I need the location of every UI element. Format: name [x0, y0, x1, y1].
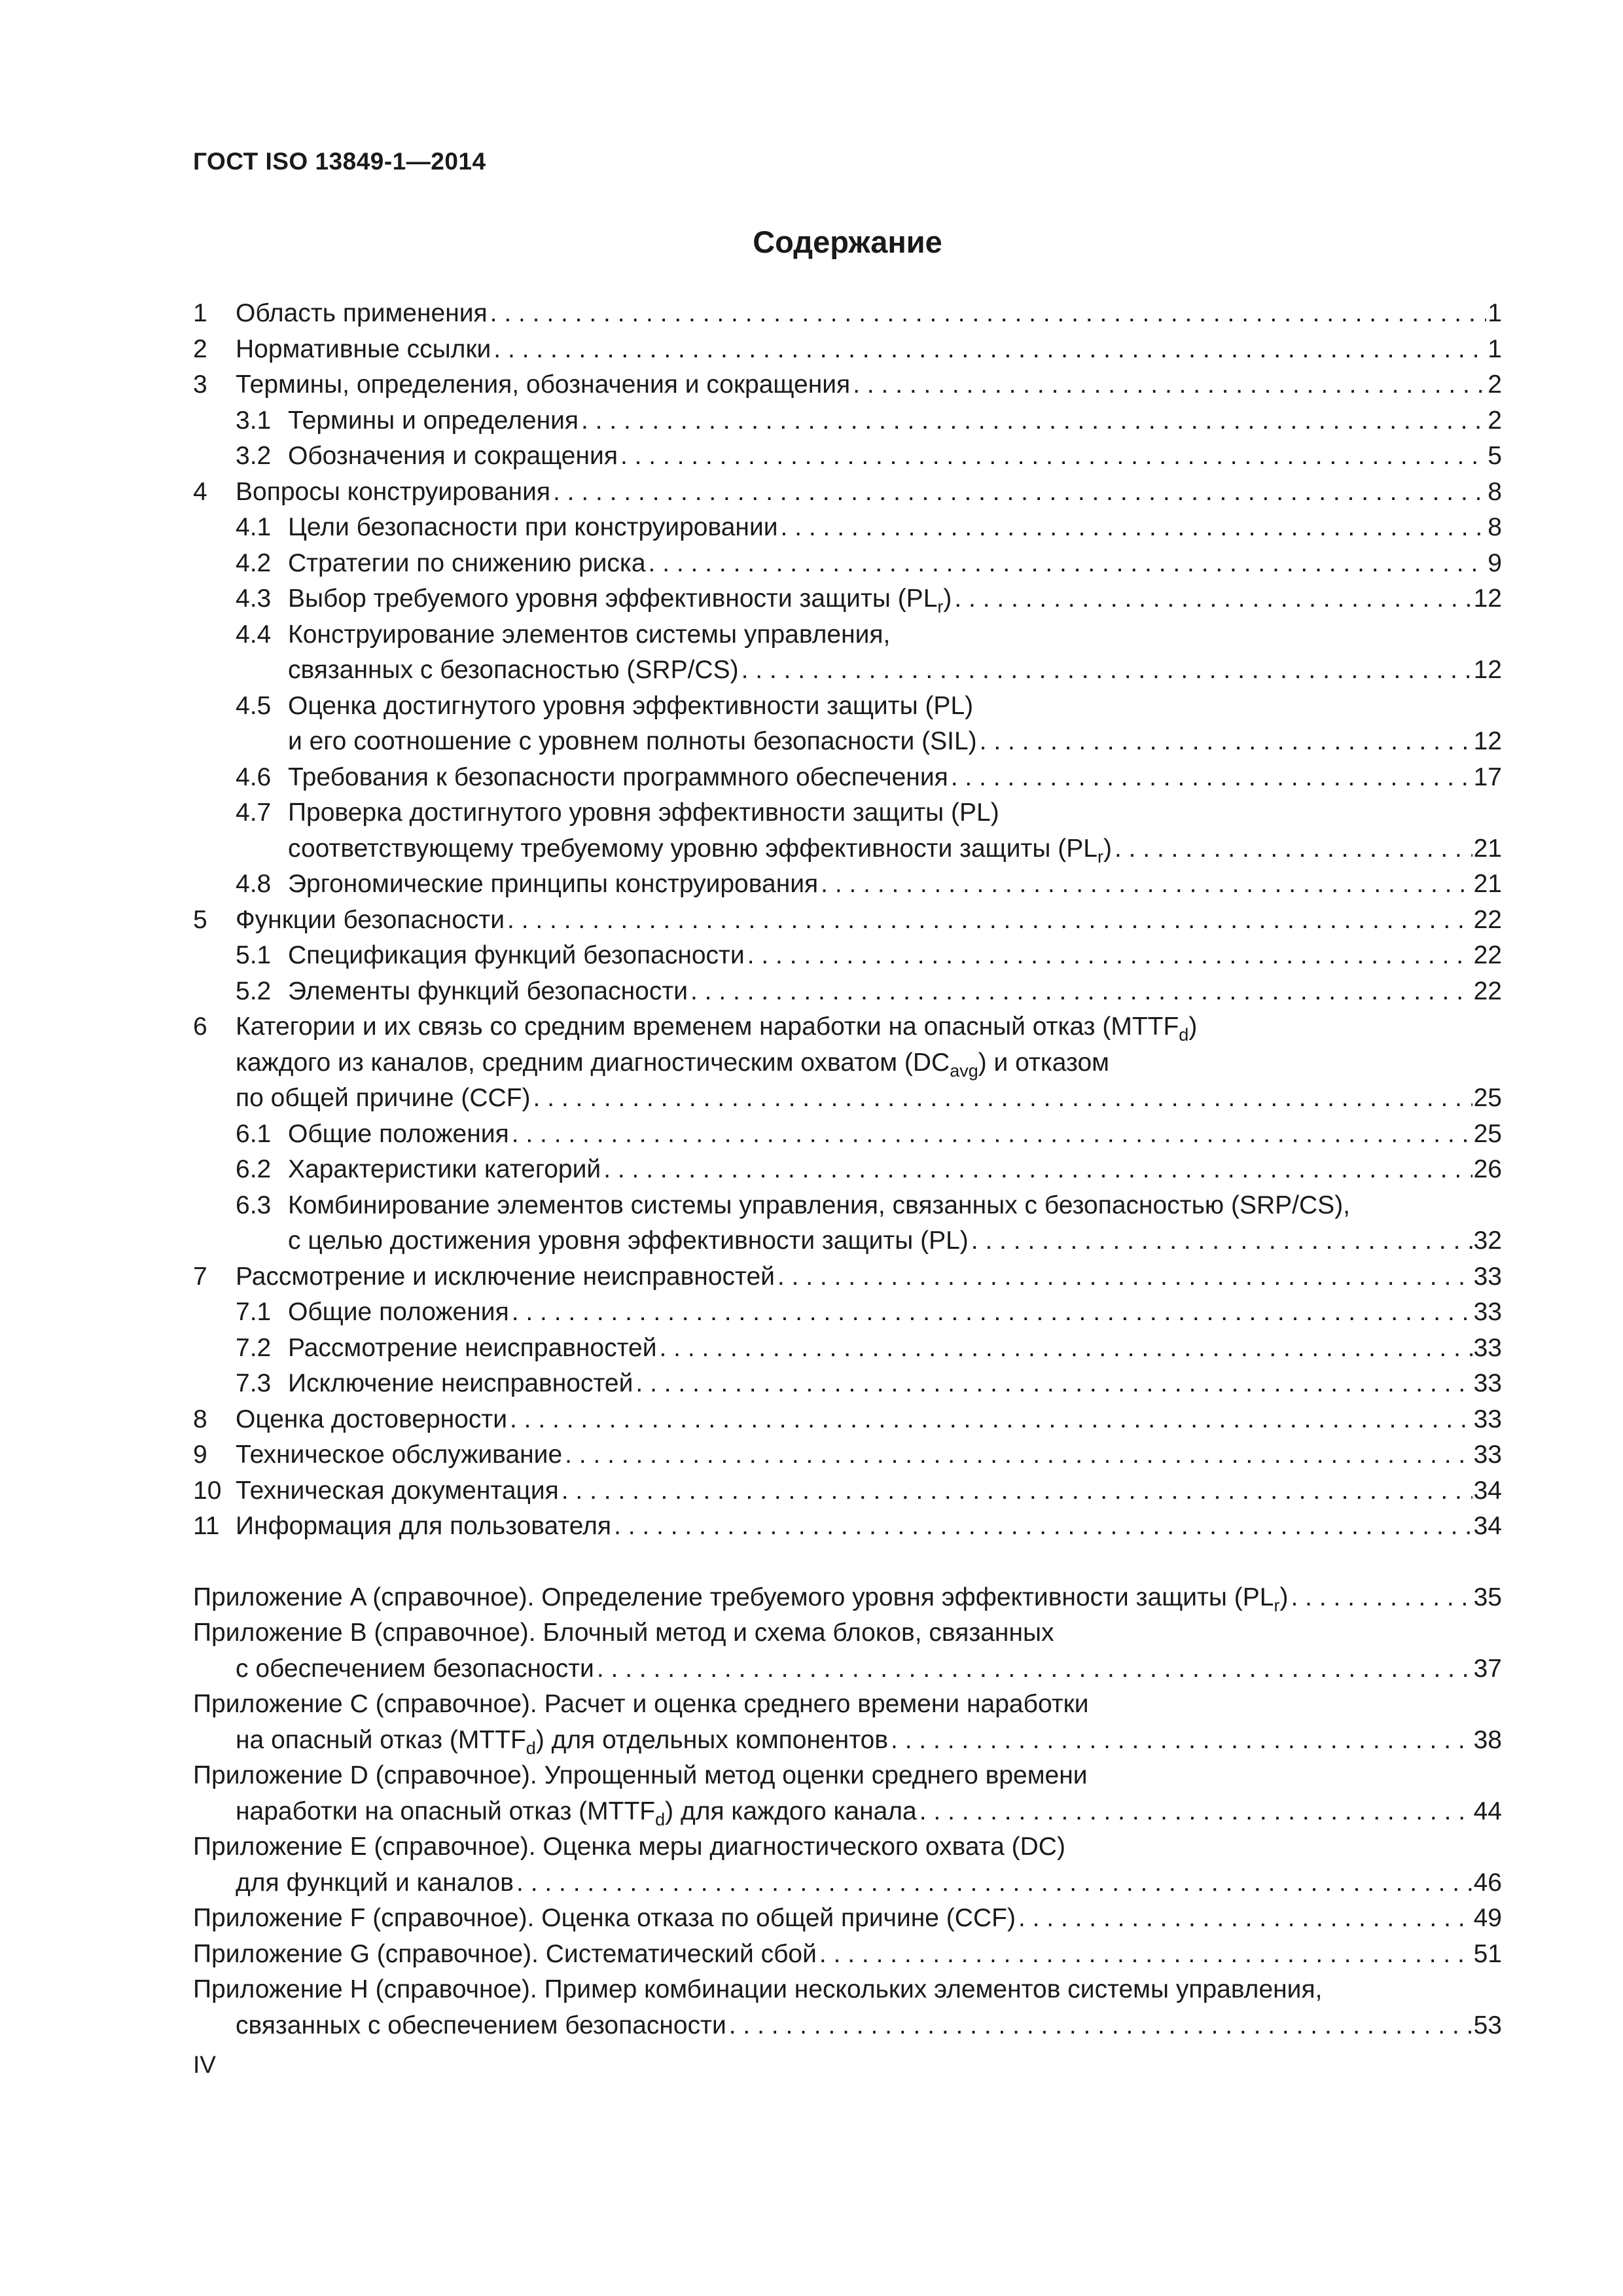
table-of-contents	[193, 296, 1502, 2043]
toc-entry-page: 33	[1473, 1262, 1502, 1291]
toc-entry-title: Общие положения	[288, 1298, 509, 1326]
annex-page: 49	[1473, 1904, 1502, 1932]
toc-entry-page: 2	[1488, 406, 1502, 435]
toc-entry[interactable]	[193, 332, 1502, 368]
annex-title: Приложение F (справочное). Оценка отказа по общей причине (CCF)	[193, 1904, 1016, 1932]
toc-entry[interactable]	[193, 1259, 1502, 1295]
annex-entry[interactable]	[193, 1901, 1502, 1937]
toc-entry-title: Функции безопасности	[236, 905, 505, 934]
toc-entry-page: 8	[1488, 477, 1502, 506]
annex-title: связанных с обеспечением безопасности	[236, 2011, 726, 2039]
toc-entry-number: 7.2	[236, 1333, 272, 1362]
toc-entry[interactable]	[193, 795, 1502, 831]
toc-entry-page: 21	[1473, 870, 1502, 898]
annex-title: Приложение C (справочное). Расчет и оценка среднего времени наработки	[193, 1690, 1089, 1718]
toc-entry-number: 4.4	[236, 620, 272, 649]
annex-entry[interactable]	[193, 1972, 1502, 2008]
toc-entry-number: 4.8	[236, 870, 272, 898]
toc-entry-page: 33	[1473, 1298, 1502, 1326]
toc-entry-number: 4	[193, 477, 207, 506]
toc-entry[interactable]	[193, 1331, 1502, 1367]
toc-entry[interactable]	[193, 617, 1502, 653]
annex-entry-continuation[interactable]	[193, 2008, 1502, 2044]
toc-entry-number: 11	[193, 1512, 220, 1540]
toc-entry-title: и его соотношение с уровнем полноты безопасности (SIL)	[288, 727, 977, 755]
toc-entry-number: 3.2	[236, 442, 272, 470]
toc-entry-number: 7.1	[236, 1298, 272, 1326]
toc-entry-title: Вопросы конструирования	[236, 477, 550, 506]
toc-entry-title: Цели безопасности при конструировании	[288, 513, 778, 541]
annex-page: 53	[1473, 2011, 1502, 2039]
toc-entry-title: Стратегии по снижению риска	[288, 548, 646, 577]
toc-entry-title: Элементы функций безопасности	[288, 977, 688, 1005]
toc-entry[interactable]	[193, 1188, 1502, 1224]
toc-entry-title: Проверка достигнутого уровня эффективности защиты (PL)	[288, 798, 999, 827]
toc-entry-title: Конструирование элементов системы управления,	[288, 620, 891, 649]
toc-entry[interactable]	[193, 475, 1502, 511]
toc-entry[interactable]	[193, 403, 1502, 439]
toc-entry-title: Эргономические принципы конструирования	[288, 870, 819, 898]
toc-entry[interactable]	[193, 1473, 1502, 1509]
toc-entry-title: по общей причине (CCF)	[236, 1084, 531, 1112]
toc-entry-page: 12	[1473, 656, 1502, 684]
annex-entry-continuation[interactable]	[193, 1865, 1502, 1901]
toc-entry-continuation[interactable]	[193, 1081, 1502, 1117]
toc-entry-number: 2	[193, 334, 207, 363]
toc-entry[interactable]	[193, 974, 1502, 1010]
toc-entry[interactable]	[193, 546, 1502, 582]
toc-entry-number: 9	[193, 1441, 207, 1469]
toc-entry-title: Исключение неисправностей	[288, 1369, 633, 1397]
toc-entry-number: 8	[193, 1405, 207, 1433]
toc-entry-page: 26	[1473, 1155, 1502, 1183]
annex-page: 46	[1473, 1868, 1502, 1897]
toc-entry[interactable]	[193, 1366, 1502, 1402]
toc-entry-title: Рассмотрение неисправностей	[288, 1333, 657, 1362]
annex-title: Приложение E (справочное). Оценка меры диагностического охвата (DC)	[193, 1833, 1065, 1861]
annex-page: 44	[1473, 1797, 1502, 1825]
toc-entry-page: 21	[1473, 834, 1502, 863]
toc-entry[interactable]	[193, 760, 1502, 796]
toc-entry-title: Выбор требуемого уровня эффективности защиты $(PL_r)$	[288, 584, 952, 617]
toc-entry-title: Рассмотрение и исключение неисправностей	[236, 1262, 775, 1291]
toc-entry-continuation[interactable]	[193, 831, 1502, 867]
toc-entry[interactable]	[193, 1009, 1502, 1045]
annex-title: Приложение H (справочное). Пример комбинации нескольких элементов системы управления,	[193, 1975, 1323, 2003]
toc-entry-number: 6.1	[236, 1119, 272, 1148]
toc-entry-page: 12	[1473, 584, 1502, 613]
annex-title: Приложение D (справочное). Упрощенный метод оценки среднего времени	[193, 1761, 1088, 1789]
toc-entry[interactable]	[193, 867, 1502, 903]
toc-entry-title: Общие положения	[288, 1119, 509, 1148]
toc-entry-title: Требования к безопасности программного обеспечения	[288, 762, 948, 791]
annex-title: с обеспечением безопасности	[236, 1654, 594, 1683]
annex-title: для функций и каналов	[236, 1868, 514, 1897]
annex-title: Приложение A (справочное). Определение требуемого уровня эффективности защиты $(PL_r)$	[193, 1583, 1289, 1615]
toc-entry-title: соответствующему требуемому уровню эффективности защиты $(PL_r)$	[288, 834, 1112, 867]
toc-entry-continuation[interactable]	[193, 1223, 1502, 1259]
toc-entry-number: 4.7	[236, 798, 272, 827]
toc-entry[interactable]	[193, 1437, 1502, 1473]
toc-entry-title: Обозначения и сокращения	[288, 442, 618, 470]
toc-entry-number: 6.2	[236, 1155, 272, 1183]
toc-entry-title: связанных с безопасностью (SRP/CS)	[288, 656, 739, 684]
annex-title: Приложение B (справочное). Блочный метод и схема блоков, связанных	[193, 1619, 1054, 1647]
toc-entry-page: 32	[1473, 1227, 1502, 1255]
page-number: IV	[193, 2051, 216, 2078]
toc-entry[interactable]	[193, 367, 1502, 403]
toc-entry-page: 17	[1473, 762, 1502, 791]
document-identifier: ГОСТ ISO 13849-1—2014	[193, 148, 486, 175]
toc-entry-number: 4.3	[236, 584, 272, 613]
toc-entry[interactable]	[193, 510, 1502, 546]
toc-entry-title: Область применения	[236, 299, 488, 327]
toc-entry-title: каждого из каналов, средним диагностическим охватом $(DC_{avg})$ и отказом	[236, 1048, 1109, 1081]
toc-entry-title: с целью достижения уровня эффективности защиты (PL)	[288, 1227, 969, 1255]
toc-entry[interactable]	[193, 689, 1502, 725]
annex-entry-continuation[interactable]	[193, 1723, 1502, 1759]
toc-entry-title: Характеристики категорий	[288, 1155, 601, 1183]
toc-entry-page: 2	[1488, 370, 1502, 399]
annex-entry[interactable]	[193, 1615, 1502, 1651]
toc-entry-number: 5.1	[236, 941, 272, 969]
toc-title: Содержание	[753, 224, 942, 259]
toc-entry-continuation[interactable]	[193, 724, 1502, 760]
toc-entry-number: 3.1	[236, 406, 272, 435]
toc-entry[interactable]	[193, 581, 1502, 617]
toc-entry-page: 5	[1488, 442, 1502, 470]
toc-entry-number: 4.1	[236, 513, 272, 541]
toc-entry-number: 5.2	[236, 977, 272, 1005]
toc-entry[interactable]	[193, 903, 1502, 939]
toc-entry-page: 25	[1473, 1084, 1502, 1112]
toc-entry-page: 25	[1473, 1119, 1502, 1148]
toc-entry-number: 10	[193, 1476, 222, 1505]
toc-entry[interactable]	[193, 439, 1502, 475]
toc-entry[interactable]	[193, 1295, 1502, 1331]
toc-entry-page: 33	[1473, 1441, 1502, 1469]
toc-entry[interactable]	[193, 296, 1502, 332]
toc-entry-title: Категории и их связь со средним временем наработки на опасный отказ $(MTTF_d)$	[236, 1013, 1198, 1045]
toc-entry[interactable]	[193, 938, 1502, 974]
annex-entry-continuation[interactable]	[193, 1794, 1502, 1830]
annex-page: 38	[1473, 1725, 1502, 1754]
toc-entry-number: 4.6	[236, 762, 272, 791]
toc-entry-number: 6	[193, 1013, 207, 1041]
toc-entry-page: 33	[1473, 1405, 1502, 1433]
toc-entry-page: 33	[1473, 1333, 1502, 1362]
toc-entry-page: 8	[1488, 513, 1502, 541]
annex-entry[interactable]	[193, 1758, 1502, 1794]
toc-entry-number: 7	[193, 1262, 207, 1291]
toc-entry-page: 34	[1473, 1512, 1502, 1540]
annex-title: наработки на опасный отказ $(MTTF_d)$ для каждого канала	[236, 1797, 917, 1829]
toc-entry-number: 1	[193, 299, 207, 327]
toc-entry[interactable]	[193, 1152, 1502, 1188]
toc-entry-number: 7.3	[236, 1369, 272, 1397]
annex-entry[interactable]	[193, 1829, 1502, 1865]
toc-entry-page: 22	[1473, 905, 1502, 934]
toc-entry-page: 9	[1488, 548, 1502, 577]
toc-entry-title: Комбинирование элементов системы управления, связанных с безопасностью (SRP/CS),	[288, 1191, 1351, 1219]
toc-entry-number: 4.5	[236, 691, 272, 720]
toc-entry-page: 12	[1473, 727, 1502, 755]
toc-entry-page: 22	[1473, 941, 1502, 969]
toc-entry-page: 1	[1488, 334, 1502, 363]
annex-page: 35	[1473, 1583, 1502, 1611]
toc-entry-number: 3	[193, 370, 207, 399]
annex-title: Приложение G (справочное). Систематический сбой	[193, 1939, 817, 1968]
annex-entry[interactable]	[193, 1937, 1502, 1973]
section-gap	[193, 1545, 1502, 1580]
toc-entry-title: Нормативные ссылки	[236, 334, 491, 363]
toc-entry-page: 22	[1473, 977, 1502, 1005]
toc-entry[interactable]	[193, 1402, 1502, 1438]
toc-entry-title: Оценка достигнутого уровня эффективности защиты (PL)	[288, 691, 974, 720]
toc-entry-page: 33	[1473, 1369, 1502, 1397]
toc-entry[interactable]	[193, 1509, 1502, 1545]
toc-entry-title: Техническая документация	[236, 1476, 559, 1505]
toc-entry-title: Оценка достоверности	[236, 1405, 508, 1433]
toc-entry-continuation[interactable]	[193, 1045, 1502, 1081]
toc-entry-number: 4.2	[236, 548, 272, 577]
toc-entry-title: Спецификация функций безопасности	[288, 941, 745, 969]
toc-entry-number: 6.3	[236, 1191, 272, 1219]
toc-entry-number: 5	[193, 905, 207, 934]
annex-page: 51	[1473, 1939, 1502, 1968]
toc-entry-title: Термины, определения, обозначения и сокращения	[236, 370, 851, 399]
toc-entry-continuation[interactable]	[193, 653, 1502, 689]
annex-entry[interactable]	[193, 1580, 1502, 1616]
annex-page: 37	[1473, 1654, 1502, 1683]
annex-entry-continuation[interactable]	[193, 1651, 1502, 1687]
toc-entry[interactable]	[193, 1117, 1502, 1153]
toc-entry-title: Термины и определения	[288, 406, 579, 435]
toc-entry-page: 1	[1488, 299, 1502, 327]
toc-entry-page: 34	[1473, 1476, 1502, 1505]
annex-title: на опасный отказ $(MTTF_d)$ для отдельных компонентов	[236, 1725, 889, 1758]
annex-entry[interactable]	[193, 1687, 1502, 1723]
toc-entry-title: Техническое обслуживание	[236, 1441, 563, 1469]
toc-entry-title: Информация для пользователя	[236, 1512, 612, 1540]
